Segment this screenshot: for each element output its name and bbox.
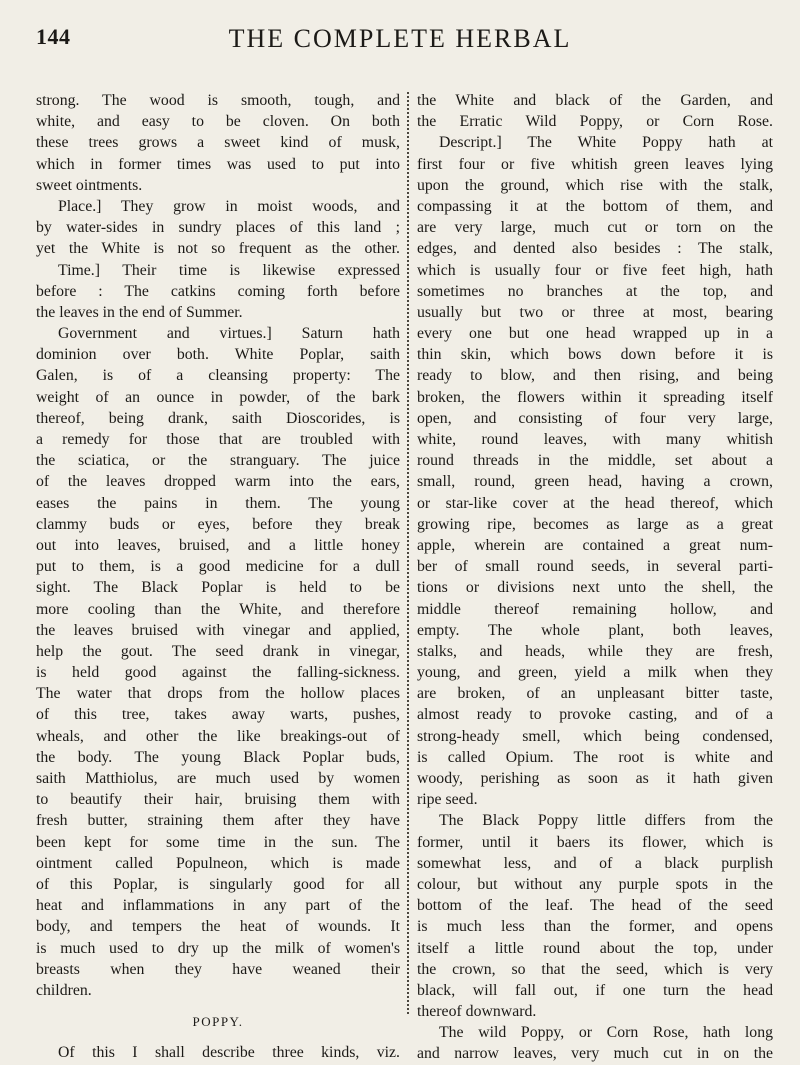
text-line: the sciatica, or the stranguary. The juice — [36, 452, 400, 470]
left-column — [36, 90, 400, 1063]
text-line: apple, wherein are contained a great num- — [417, 536, 773, 554]
text-line: breasts when they have weaned their — [36, 960, 400, 978]
text-line: strong. The wood is smooth, tough, and — [36, 92, 400, 109]
text-line: open, and consisting of four very large, — [417, 409, 773, 427]
text-line: of this tree, takes away warts, pushes, — [36, 706, 400, 724]
text-line: almost ready to provoke casting, and of a — [417, 706, 773, 724]
text-line: ripe seed. — [417, 791, 478, 809]
text-line: The water that drops from the hollow places — [36, 685, 400, 703]
text-line: the Erratic Wild Poppy, or Corn Rose. — [417, 113, 773, 131]
text-line: by water-sides in sundry places of this land ; — [36, 219, 400, 237]
text-line: tions or divisions next unto the shell, the — [417, 579, 773, 597]
text-line: saith Matthiolus, are much used by women — [36, 770, 400, 787]
text-line: the leaves in the end of Summer. — [36, 303, 243, 321]
text-line: clammy buds or eyes, before they break — [36, 515, 400, 533]
page-header — [0, 24, 800, 74]
text-line: white, round leaves, with many whitish — [417, 431, 773, 448]
text-line: woody, perishing as soon as it hath given — [417, 770, 773, 787]
text-line: ready to blow, and then rising, and being — [417, 367, 773, 385]
text-line: the leaves bruised with vinegar and applied, — [36, 621, 400, 639]
text-line: yet the White is not so frequent as the other. — [36, 240, 400, 258]
text-line: been kept for some time in the sun. The — [36, 833, 400, 851]
text-line: is held good against the falling-sickness. — [36, 664, 400, 682]
section-heading: POPPY. — [192, 1014, 244, 1030]
text-line: Time.] Their time is likewise expressed — [58, 261, 400, 279]
text-line: upon the ground, which rise with the stalk, — [417, 176, 773, 194]
text-line: the body. The young Black Poplar buds, — [36, 748, 400, 766]
spacer — [36, 1032, 400, 1042]
text-line: ointment called Populneon, which is made — [36, 854, 400, 872]
text-line: sometimes no branches at the top, and — [417, 282, 773, 300]
text-line: colour, but without any purple spots in the — [417, 875, 773, 893]
text-line: Of this I shall describe three kinds, viz. — [58, 1044, 400, 1062]
spacer — [36, 1001, 400, 1011]
text-line: before : The catkins coming forth before — [36, 282, 400, 300]
text-line: edges, and dented also besides : The stalk, — [417, 240, 773, 258]
text-line: Government and virtues.] Saturn hath — [58, 325, 400, 343]
text-line: broken, the flowers within it spreading itself — [417, 388, 773, 406]
text-line: weight of an ounce in powder, of the bark — [36, 388, 400, 406]
text-line: empty. The whole plant, both leaves, — [417, 621, 773, 639]
text-line: put to them, is a good medicine for a dull — [36, 558, 400, 576]
text-line: The Black Poppy little differs from the — [439, 812, 773, 830]
text-line: thereof, being drank, saith Dioscorides, is — [36, 409, 400, 427]
text-line: children. — [36, 981, 92, 999]
text-line: thereof downward. — [417, 1003, 537, 1021]
text-line: usually but two or three at most, bearing — [417, 303, 773, 321]
text-line: is much less than the former, and opens — [417, 918, 773, 936]
text-line: round threads in the middle, set about a — [417, 452, 773, 470]
right-column — [417, 90, 773, 1065]
text-line: of this Poplar, is singularly good for all — [36, 875, 400, 893]
text-line: are broken, of an unpleasant bitter taste, — [417, 685, 773, 703]
text-line: help the gout. The seed drank in vinegar, — [36, 642, 400, 660]
text-line: the White and black of the Garden, and — [417, 92, 773, 109]
text-line: black, will fall out, if one turn the head — [417, 981, 773, 999]
text-line: which is usually four or five feet high, hath — [417, 261, 773, 279]
text-line: or star-like cover at the head thereof, which — [417, 494, 773, 512]
text-line: middle thereof remaining hollow, and — [417, 600, 773, 618]
text-line: former, until it baers its flower, which is — [417, 833, 773, 851]
text-line: strong-heady smell, which being condensed, — [417, 727, 773, 745]
text-line: white, and easy to be cloven. On both — [36, 113, 400, 131]
text-line: eases the pains in them. The young — [36, 494, 400, 512]
text-line: every one but one head wrapped up in a — [417, 325, 773, 343]
text-line: sweet ointments. — [36, 176, 143, 194]
text-line: young, and green, yield a milk when they — [417, 664, 773, 682]
text-line: a remedy for those that are troubled with — [36, 431, 400, 448]
text-line: are very large, much cut or torn on the — [417, 219, 773, 237]
text-line: somewhat less, and of a black purplish — [417, 854, 773, 872]
text-line: stalks, and heads, while they are fresh, — [417, 642, 773, 660]
text-line: The wild Poppy, or Corn Rose, hath long — [439, 1024, 773, 1042]
page-number: 144 — [36, 24, 71, 49]
text-line: sight. The Black Poplar is held to be — [36, 579, 400, 597]
text-line: Galen, is of a cleansing property: The — [36, 367, 400, 385]
text-line: fresh butter, straining them after they have — [36, 812, 400, 830]
text-line: of the leaves dropped warm into the ears, — [36, 473, 400, 491]
text-line: out into leaves, bruised, and a little honey — [36, 536, 400, 554]
text-line: which in former times was used to put into — [36, 155, 400, 173]
text-line: to beautify their hair, bruising them with — [36, 791, 400, 809]
text-line: these trees grows a sweet kind of musk, — [36, 134, 400, 152]
running-title: THE COMPLETE HERBAL — [228, 24, 572, 53]
text-line: small, round, green head, having a crown, — [417, 473, 773, 491]
text-line: growing ripe, becomes as large as a great — [417, 515, 773, 533]
text-line: is much used to dry up the milk of women's — [36, 939, 400, 957]
text-line: Descript.] The White Poppy hath at — [439, 134, 773, 152]
text-line: Place.] They grow in moist woods, and — [58, 197, 400, 215]
text-line: the crown, so that the seed, which is very — [417, 960, 773, 978]
text-line: body, and tempers the heat of wounds. It — [36, 918, 400, 936]
text-line: wheals, and other the like breakings-out of — [36, 727, 400, 745]
text-line: compassing it at the bottom of them, and — [417, 197, 773, 215]
text-line: bottom of the leaf. The head of the seed — [417, 897, 773, 915]
column-divider — [407, 92, 409, 1014]
text-line: dominion over both. White Poplar, saith — [36, 346, 400, 364]
text-line: heat and inflammations in any part of the — [36, 897, 400, 915]
text-line: and narrow leaves, very much cut in on the — [417, 1045, 773, 1063]
text-line: more cooling than the White, and therefore — [36, 600, 400, 618]
text-line: thin skin, which bows down before it is — [417, 346, 773, 364]
text-line: ber of small round seeds, in several parti- — [417, 558, 773, 576]
text-line: is called Opium. The root is white and — [417, 748, 773, 766]
text-line: itself a little round about the top, under — [417, 939, 773, 957]
text-line: first four or five whitish green leaves lying — [417, 155, 773, 173]
